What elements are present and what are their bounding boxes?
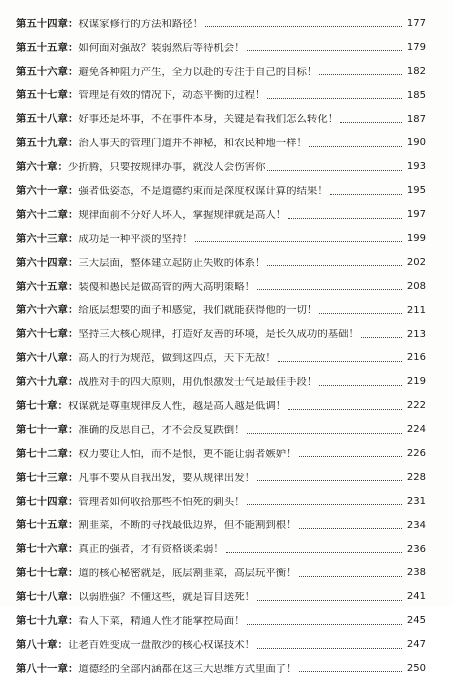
dot-leader (205, 26, 402, 27)
chapter-number: 第七十六章： (16, 543, 79, 556)
dot-leader (319, 74, 402, 75)
toc-entry[interactable] (16, 203, 426, 227)
chapter-title: 战胜对手的四大原则，用仇恨激发士气是最佳手段！ (78, 377, 318, 388)
chapter-title: 真正的强者，才有资格谈柔弱！ (78, 544, 224, 555)
chapter-number: 第七十四章： (16, 495, 79, 508)
page-number: 228 (406, 471, 426, 483)
page-number: 197 (406, 209, 426, 221)
toc-entry[interactable] (16, 155, 426, 179)
chapter-title: 强者低姿态，不是道德约束而是深度权谋计算的结果！ (78, 185, 328, 197)
chapter-title: 凡事不要从自我出发，要从规律出发！ (78, 472, 255, 484)
page-number: 193 (406, 161, 426, 173)
dot-leader (257, 289, 402, 290)
chapter-number: 第五十八章： (16, 113, 79, 126)
dot-leader (340, 122, 402, 123)
chapter-number: 第七十一章： (16, 423, 79, 436)
dot-leader (361, 337, 402, 338)
page-number: 241 (406, 591, 426, 603)
toc-entry[interactable] (16, 251, 426, 275)
toc-entry[interactable] (16, 227, 426, 251)
chapter-number: 第五十七章： (16, 89, 79, 102)
page-number: 211 (406, 304, 426, 316)
chapter-number: 第五十六章： (16, 65, 79, 78)
chapter-number: 第六十九章： (16, 376, 79, 389)
chapter-title: 看人下菜，精通人性才能掌控局面！ (78, 616, 245, 627)
dot-leader (195, 241, 402, 242)
chapter-title: 准确的反思自己，才不会反复跌倒！ (78, 424, 245, 436)
chapter-number: 第五十四章： (16, 17, 79, 30)
toc-entry[interactable] (16, 84, 426, 108)
chapter-title: 管理者如何收拾那些不怕死的刺头！ (78, 496, 245, 507)
chapter-title: 给底层想要的面子和感觉，我们就能获得他的一切！ (78, 305, 318, 316)
chapter-number: 第六十二章： (16, 208, 79, 221)
dot-leader (267, 98, 402, 99)
page-number: 245 (406, 615, 426, 627)
page-number: 187 (406, 113, 426, 125)
page-number: 236 (406, 543, 426, 555)
toc-entry[interactable] (16, 466, 426, 490)
chapter-title: 好事还是坏事，不在事件本身，关键是看我们怎么转化！ (78, 114, 339, 125)
toc-entry[interactable] (16, 370, 426, 394)
chapter-title: 割韭菜，不断的寻找最低边界，但不能割到根！ (78, 520, 297, 531)
chapter-number: 第六十一章： (16, 184, 79, 197)
chapter-number: 第七十三章： (16, 471, 79, 484)
toc-entry[interactable] (16, 131, 426, 155)
page-number: 222 (406, 400, 426, 412)
dot-leader (288, 409, 402, 410)
chapter-title: 以弱胜强？不懂这些，就是盲目送死！ (78, 592, 255, 603)
page-number: 247 (406, 639, 426, 651)
toc-entry[interactable] (16, 179, 426, 203)
dot-leader (330, 194, 402, 195)
page-number: 216 (406, 352, 426, 364)
toc-entry[interactable] (16, 538, 426, 562)
chapter-title: 治人事天的管理门道并不神秘，和农民种地一样！ (78, 138, 307, 149)
dot-leader (267, 265, 402, 266)
page-number: 226 (406, 447, 426, 459)
chapter-number: 第七十五章： (16, 519, 79, 532)
toc-entry[interactable] (16, 514, 426, 538)
dot-leader (247, 50, 402, 51)
chapter-title: 权谋家修行的方法和路径！ (78, 18, 204, 30)
chapter-title: 少折腾，只要按规律办事，就没人会伤害你 (67, 162, 266, 173)
chapter-number: 第七十八章： (16, 591, 79, 604)
page-number: 202 (406, 256, 426, 268)
chapter-title: 成功是一种平淡的坚持！ (78, 233, 193, 245)
dot-leader (257, 648, 402, 649)
toc-entry[interactable] (16, 36, 426, 60)
page-number: 234 (406, 519, 426, 531)
chapter-number: 第六十六章： (16, 304, 79, 317)
page-number: 195 (406, 185, 426, 197)
page-number: 238 (406, 567, 426, 579)
dot-leader (257, 600, 402, 601)
page-number: 219 (406, 376, 426, 388)
chapter-number: 第八十一章： (16, 662, 79, 675)
chapter-number: 第六十七章： (16, 328, 79, 341)
chapter-number: 第八十章： (16, 638, 68, 651)
chapter-number: 第六十三章： (16, 232, 79, 245)
chapter-title: 三大层面，整体建立起防止失败的体系！ (78, 257, 266, 269)
page-number: 231 (406, 495, 426, 507)
toc-entry[interactable] (16, 275, 426, 299)
page-number: 179 (406, 41, 426, 53)
chapter-title: 坚持三大核心规律，打造好友善的环境，是长久成功的基础！ (78, 329, 359, 340)
page-number: 250 (406, 662, 426, 674)
dot-leader (299, 576, 402, 577)
chapter-number: 第五十九章： (16, 137, 79, 150)
chapter-title: 规律面前不分好人坏人，掌握规律就是高人！ (78, 209, 287, 221)
toc-entry[interactable] (16, 323, 426, 347)
toc-entry[interactable] (16, 442, 426, 466)
page-number: 190 (406, 137, 426, 149)
toc-entry[interactable] (16, 299, 426, 323)
page-number: 213 (406, 328, 426, 340)
dot-leader (299, 528, 402, 529)
page-number: 224 (406, 424, 426, 436)
dot-leader (309, 146, 402, 147)
dot-leader (247, 504, 402, 505)
chapter-title: 权谋就是尊重规律反人性，越是高人越是低调！ (67, 400, 287, 412)
toc-entry[interactable] (16, 561, 426, 585)
page-number: 182 (406, 65, 426, 77)
dot-leader (319, 313, 402, 314)
toc-entry[interactable] (16, 60, 426, 84)
chapter-number: 第六十章： (16, 161, 68, 174)
page-number: 208 (406, 280, 426, 292)
chapter-title: 权力要让人怕，而不是恨，更不能让弱者嫉妒！ (78, 448, 297, 460)
chapter-title: 道的核心秘密就是，底层割韭菜，高层玩平衡！ (78, 568, 297, 579)
dot-leader (257, 480, 402, 481)
page-number: 199 (406, 232, 426, 244)
page-number: 185 (406, 89, 426, 101)
chapter-number: 第七十七章： (16, 567, 79, 580)
toc-entry[interactable] (16, 394, 426, 418)
chapter-title: 让老百姓变成一盘散沙的核心权谋技术！ (67, 639, 255, 651)
chapter-number: 第七十章： (16, 399, 68, 412)
chapter-number: 第七十九章： (16, 615, 79, 627)
dot-leader (267, 170, 402, 171)
toc-entry[interactable] (16, 490, 426, 514)
chapter-number: 第五十五章： (16, 41, 79, 54)
chapter-title: 管理是有效的情况下，动态平衡的过程！ (78, 90, 266, 101)
dot-leader (247, 624, 402, 625)
toc-entry[interactable] (16, 633, 426, 657)
toc-entry[interactable] (16, 418, 426, 442)
dot-leader (278, 361, 402, 362)
dot-leader (299, 671, 402, 672)
chapter-title: 高人的行为规范，做到这四点，天下无敌！ (78, 353, 276, 364)
chapter-number: 第七十二章： (16, 447, 79, 460)
toc-entry[interactable] (16, 609, 426, 633)
chapter-title: 避免各种阻力产生，全力以赴的专注于自己的目标！ (78, 66, 318, 77)
chapter-title: 如何面对强敌？装弱然后等待机会！ (78, 42, 245, 54)
chapter-title: 装傻和愚民是做高管的两大高明策略！ (78, 281, 255, 292)
dot-leader (299, 456, 402, 457)
page-number: 177 (406, 17, 426, 29)
table-of-contents (16, 12, 426, 681)
dot-leader (319, 385, 402, 386)
dot-leader (226, 552, 402, 553)
chapter-number: 第六十五章： (16, 280, 79, 293)
chapter-number: 第六十八章： (16, 352, 79, 365)
dot-leader (288, 218, 402, 219)
dot-leader (247, 433, 402, 434)
chapter-title: 道德经的全部内涵都在这三大思维方式里面了！ (78, 663, 297, 675)
toc-entry[interactable] (16, 108, 426, 132)
toc-entry[interactable] (16, 346, 426, 370)
chapter-number: 第六十四章： (16, 256, 79, 269)
toc-entry[interactable] (16, 12, 426, 36)
toc-entry[interactable] (16, 657, 426, 681)
